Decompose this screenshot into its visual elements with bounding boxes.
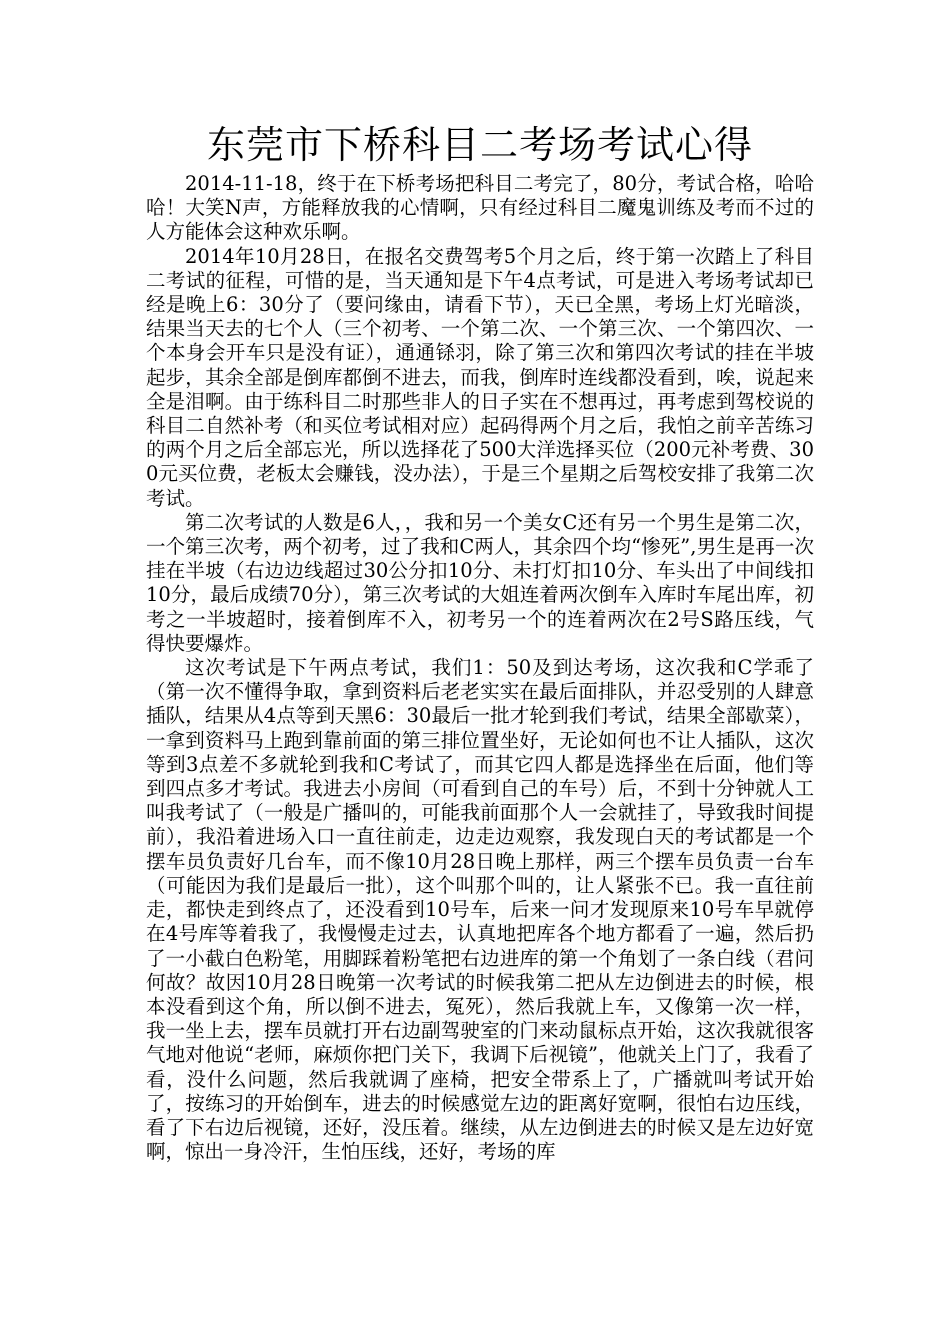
document-title: 东莞市下桥科目二考场考试心得 [206, 123, 753, 167]
paragraph-2: 2014年10月28日，在报名交费驾考5个月之后，终于第一次踏上了科目二考试的征程，可惜的是，当天通知是下午4点考试，可是进入考场考试却已经是晚上6：30分了（要问缘由，请看下节），天已全黑，考场上灯光暗淡，结果当天去的七个人（三个初考、一个第二次、一个第三次、一个第四次、一个本身会开车只是没有证），通通铩羽，除了第三次和第四次考试的挂在半坡起步，其余全部是倒库都倒不进去，而我，倒库时连线都没看到，唉，说起来全是泪啊。由于练科目二时那些非人的日子实在不想再过，再考虑到驾校说的科目二自然补考（和买位考试相对应）起码得两个月之后，我怕之前辛苦练习的两个月之后全部忘光，所以选择花了500大洋选择买位（200元补考费、300元买位费，老板太会赚钱，没办法），于是三个星期之后驾校安排了我第二次考试。 [146, 244, 814, 510]
paragraph-3: 第二次考试的人数是6人，，我和另一个美女C还有另一个男生是第二次，一个第三次考，两个初考，过了我和C两人，其余四个均“惨死”,男生是再一次挂在半坡（右边边线超过30公分扣10分、未打灯扣10分、车头出了中间线扣10分，最后成绩70分），第三次考试的大姐连着两次倒车入库时车尾出库，初考之一半坡超时，接着倒库不入，初考另一个的连着两次在2号S路压线，气得快要爆炸。 [146, 510, 814, 655]
paragraph-1: 2014-11-18，终于在下桥考场把科目二考完了，80分，考试合格，哈哈哈！大笑N声，方能释放我的心情啊，只有经过科目二魔鬼训练及考而不过的人方能体会这种欢乐啊。 [146, 172, 814, 244]
paragraph-4: 这次考试是下午两点考试，我们1：50及到达考场，这次我和C学乖了（第一次不懂得争取，拿到资料后老老实实在最后面排队，并忍受别的人肆意插队，结果从4点等到天黑6：30最后一批才轮到我们考试，结果全部歇菜），一拿到资料马上跑到靠前面的第三排位置坐好，无论如何也不让人插队，这次等到3点差不多就轮到我和C考试了，而其它四人都是选择坐在后面，他们等到四点多才考试。我进去小房间（可看到自己的车号）后，不到十分钟就人工叫我考试了（一般是广播叫的，可能我前面那个人一会就挂了，导致我时间提前），我沿着进场入口一直往前走，边走边观察，我发现白天的考试都是一个摆车员负责好几台车，而不像10月28日晚上那样，两三个摆车员负责一台车（可能因为我们是最后一批），这个叫那个叫的，让人紧张不已。我一直往前走，都快走到终点了，还没看到10号车，后来一问才发现原来10号车早就停在4号库等着我了，我慢慢走过去，认真地把库各个地方都看了一遍，然后扔了一小截白色粉笔，用脚踩着粉笔把右边进库的第一个角划了一条白线（君问何故？故因10月28日晚第一次考试的时候我第二把从左边倒进去的时候，根本没看到这个角，所以倒不进去，冤死），然后我就上车，又像第一次一样，我一坐上去，摆车员就打开右边副驾驶室的门来动鼠标点开始，这次我就很客气地对他说“老师，麻烦你把门关下，我调下后视镜”，他就关上门了，我看了看，没什么问题，然后我就调了座椅，把安全带系上了，广播就叫考试开始了，按练习的开始倒车，进去的时候感觉左边的距离好宽啊，很怕右边压线，看了下右边后视镜，还好，没压着。继续，从左边倒进去的时候又是左边好宽啊，惊出一身冷汗，生怕压线，还好，考场的库 [146, 656, 814, 1164]
document-body [146, 172, 814, 1164]
